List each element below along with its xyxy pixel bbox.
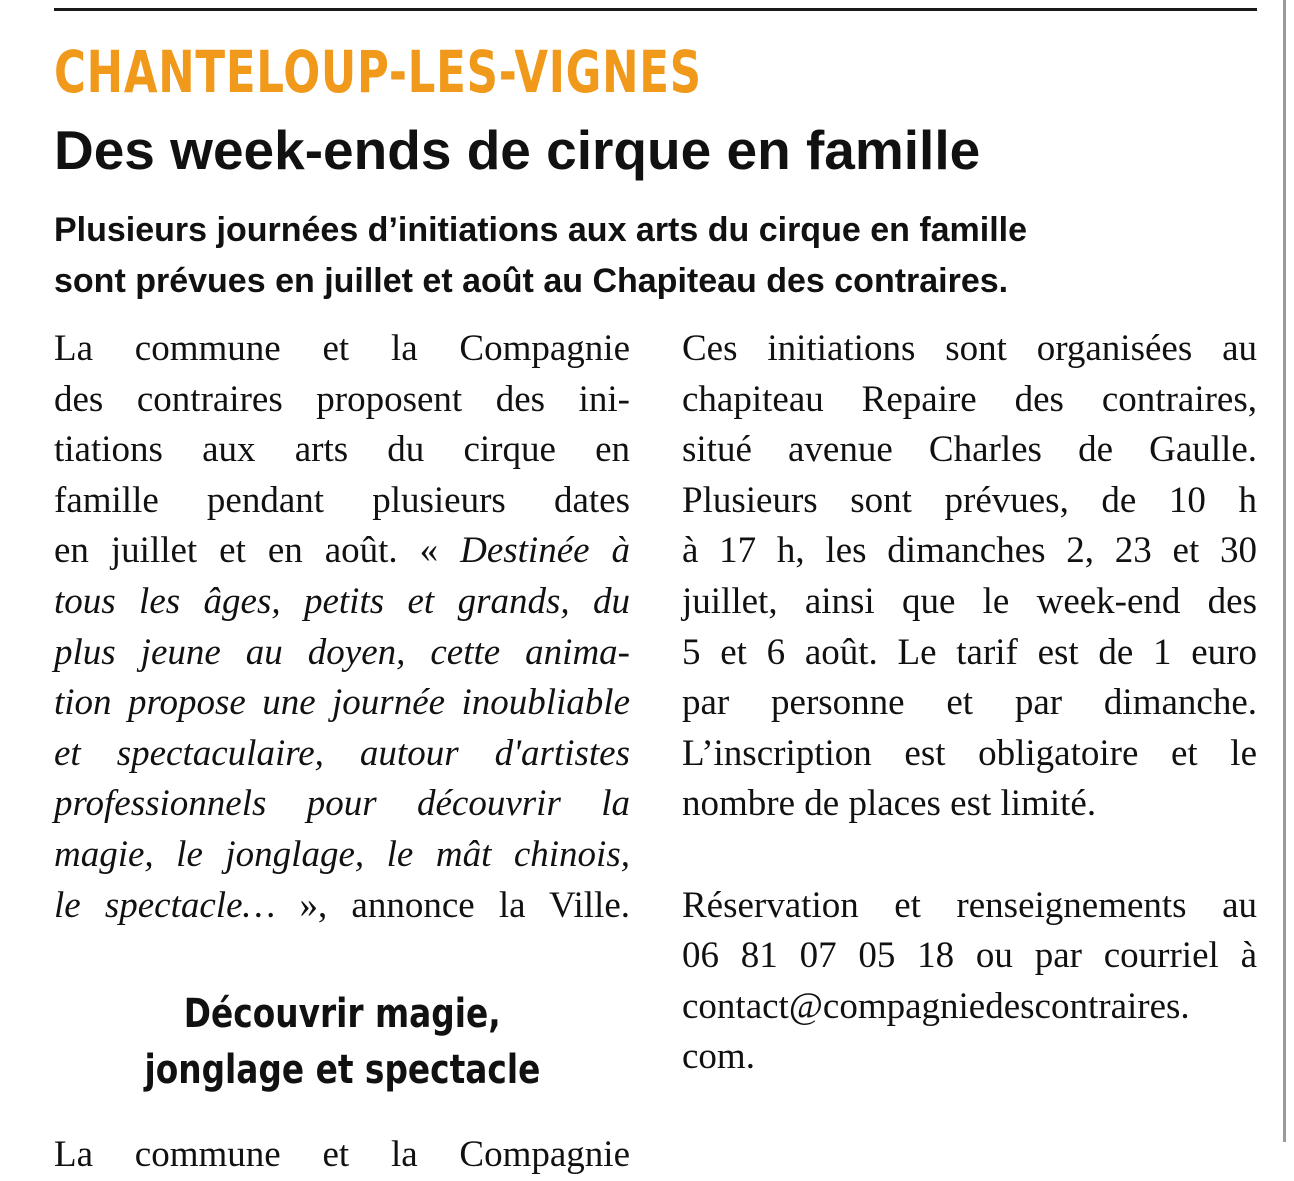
body-line (54, 881, 630, 932)
quote-line: tion propose une journée inoubliable (54, 682, 630, 724)
page-edge-rule (1283, 0, 1286, 1142)
body-line: situé avenue Charles de Gaulle. (682, 429, 1257, 471)
body-line: nombre de places est limité. (682, 783, 1097, 825)
article-column-left (54, 324, 630, 931)
body-line: des contraires proposent des ini- (54, 378, 630, 420)
lead-line: Plusieurs journées d’initiations aux arts du cirque en famille (54, 211, 1028, 249)
article-column-right (682, 324, 1257, 1083)
article-lead (54, 205, 1274, 307)
quote-line: tous les âges, petits et grands, du (54, 580, 630, 622)
body-text: en juillet et en août. « (54, 530, 461, 572)
cutoff-text (54, 1130, 630, 1175)
article-subhead (54, 986, 630, 1098)
top-rule (54, 8, 1257, 11)
quote-text: Destinée à (460, 530, 630, 572)
body-line: Ces initiations sont organisées au (682, 328, 1257, 369)
quote-text: le spectacle… (54, 884, 300, 926)
email-line-end: com. (682, 1036, 755, 1078)
body-line: famille pendant plusieurs dates (54, 479, 630, 521)
body-line: chapiteau Repaire des contraires, (682, 378, 1257, 420)
body-line: Réservation et renseignements au (682, 884, 1257, 926)
article-kicker: CHANTELOUP-LES-VIGNES (54, 38, 702, 106)
body-line: L’inscription est obligatoire et le (682, 732, 1257, 774)
lead-line: sont prévues en juillet et août au Chapiteau des contraires. (54, 262, 1009, 300)
body-line: par personne et par dimanche. (682, 682, 1257, 724)
quote-line: plus jeune au doyen, cette anima- (54, 631, 630, 673)
body-line: Plusieurs sont prévues, de 10 h (682, 479, 1257, 521)
body-line: La commune et la Compagnie (54, 328, 630, 369)
quote-line: professionnels pour découvrir la (54, 783, 630, 825)
body-line: à 17 h, les dimanches 2, 23 et 30 (682, 530, 1257, 572)
subhead-line: jonglage et spectacle (144, 1047, 540, 1093)
paragraph-gap (682, 830, 1257, 881)
body-line: 06 81 07 05 18 ou par courriel à (682, 935, 1257, 977)
quote-line: magie, le jonglage, le mât chinois, (54, 833, 630, 875)
quote-line: et spectaculaire, autour d'artistes (54, 732, 630, 774)
body-line-cutoff: La commune et la Compagnie (54, 1134, 630, 1175)
body-line (54, 526, 630, 577)
email-line: contact@compagniedescontraires. (682, 985, 1190, 1027)
body-line: tiations aux arts du cirque en (54, 429, 630, 471)
subhead-line: Découvrir magie, (183, 991, 501, 1037)
body-line: 5 et 6 août. Le tarif est de 1 euro (682, 631, 1257, 673)
body-line: juillet, ainsi que le week-end des (682, 580, 1257, 622)
body-text: », annonce la Ville. (299, 884, 631, 926)
article-headline: Des week-ends de cirque en famille (54, 119, 981, 181)
